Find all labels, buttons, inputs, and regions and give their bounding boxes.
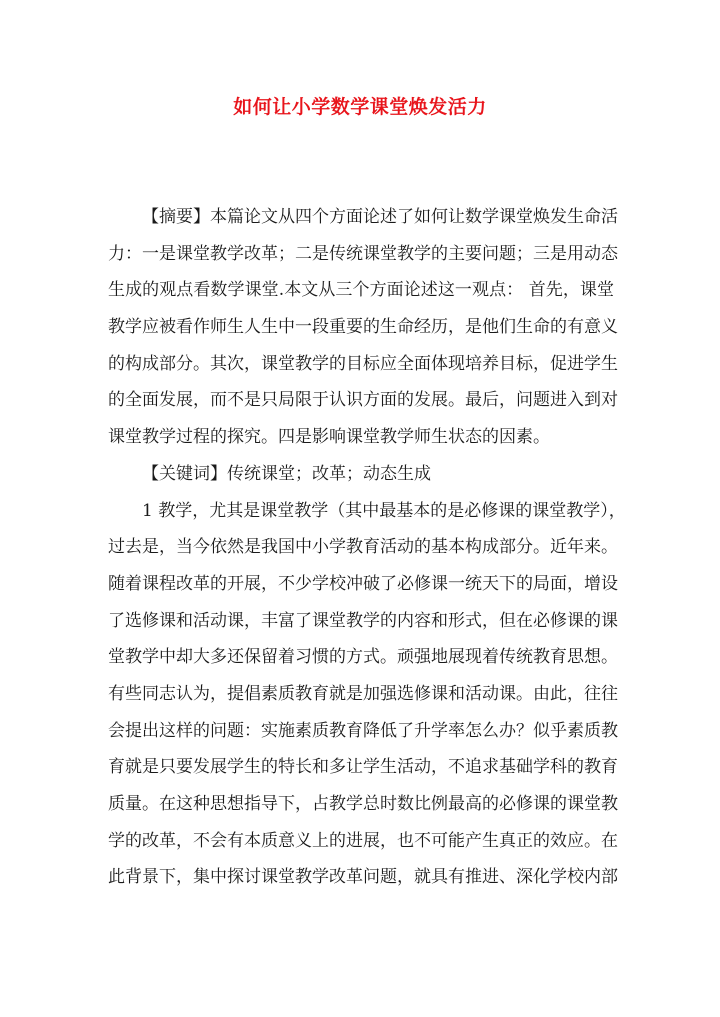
document-title: 如何让小学数学课堂焕发活力	[233, 96, 487, 118]
body-line: 1 教学，尤其是课堂教学（其中最基本的是必修课的课堂教学），	[142, 500, 626, 521]
abstract-line: 生成的观点看数学课堂.本文从三个方面论述这一观点： 首先，课堂	[108, 280, 614, 301]
abstract-line: 的全面发展，而不是只局限于认识方面的发展。最后，问题进入到对	[108, 390, 618, 411]
body-line: 有些同志认为，提倡素质教育就是加强选修课和活动课。由此，往往	[108, 683, 618, 704]
body-line: 育就是只要发展学生的特长和多让学生活动，不追求基础学科的教育	[108, 757, 618, 778]
abstract-line: 力：一是课堂教学改革；二是传统课堂教学的主要问题；三是用动态	[108, 243, 618, 264]
body-line: 过去是，当今依然是我国中小学教育活动的基本构成部分。近年来。	[108, 537, 618, 558]
body-line: 随着课程改革的开展，不少学校冲破了必修课一统天下的局面，增设	[108, 573, 618, 594]
body-line: 学的改革，不会有本质意义上的进展，也不可能产生真正的效应。在	[108, 830, 618, 851]
body-line: 此背景下，集中探讨课堂教学改革问题，就具有推进、深化学校内部	[108, 867, 618, 888]
body-line: 质量。在这种思想指导下，占教学总时数比例最高的必修课的课堂教	[108, 794, 618, 814]
body-line: 会提出这样的问题：实施素质教育降低了升学率怎么办？似乎素质教	[108, 720, 618, 741]
abstract-line: 的构成部分。其次，课堂教学的目标应全面体现培养目标，促进学生	[108, 353, 618, 374]
abstract-line: 课堂教学过程的探究。四是影响课堂教学师生状态的因素。	[108, 427, 550, 448]
document-body	[108, 199, 626, 896]
abstract-line: 【摘要】本篇论文从四个方面论述了如何让数学课堂焕发生命活	[142, 207, 618, 227]
keywords-line: 【关键词】传统课堂；改革；动态生成	[142, 463, 431, 484]
body-line: 了选修课和活动课，丰富了课堂教学的内容和形式，但在必修课的课	[108, 610, 618, 631]
abstract-line: 教学应被看作师生人生中一段重要的生命经历，是他们生命的有意义	[108, 317, 618, 338]
body-line: 堂教学中却大多还保留着习惯的方式。顽强地展现着传统教育思想。	[108, 647, 618, 668]
